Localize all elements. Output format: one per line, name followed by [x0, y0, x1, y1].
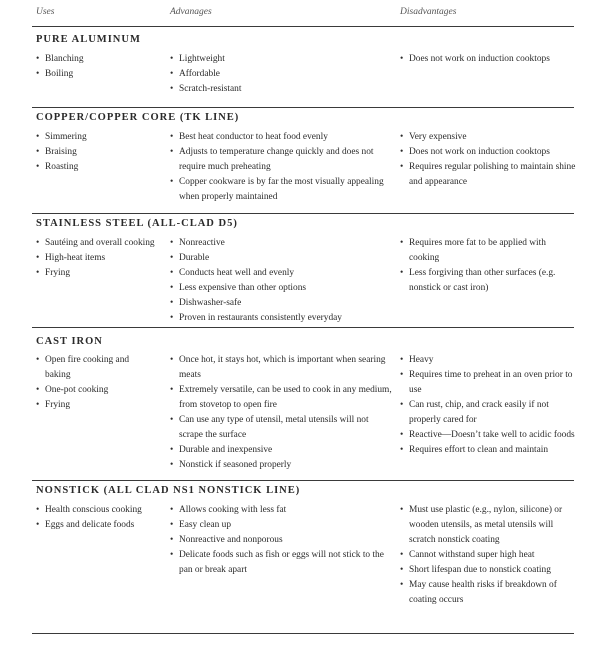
- bullet-item: • Conducts heat well and evenly: [170, 266, 392, 281]
- bullet-item: • One-pot cooking: [36, 383, 148, 398]
- bullet-item: • Adjusts to temperature change quickly and does not require much preheating: [170, 145, 392, 175]
- section-uses-column: [36, 503, 164, 533]
- bullet-item: • Best heat conductor to heat food evenly: [170, 130, 392, 145]
- section-title: CAST IRON: [36, 336, 103, 347]
- column-header-row: [0, 7, 608, 23]
- header-disadvantages: Disadvantages: [400, 7, 457, 17]
- bullet-item: • Durable and inexpensive: [170, 443, 392, 458]
- section-advantages-column: [170, 353, 392, 473]
- bullet-item: • Must use plastic (e.g., nylon, silicone) or wooden utensils, as metal utensils will scratch nonstick coating: [400, 503, 576, 548]
- section-disadvantages-column: [400, 503, 576, 608]
- section-advantages-column: [170, 236, 392, 326]
- bullet-item: • Requires more fat to be applied with cooking: [400, 236, 576, 266]
- bullet-item: • Less expensive than other options: [170, 281, 392, 296]
- bullet-item: • Easy clean up: [170, 518, 392, 533]
- bullet-item: • Nonreactive and nonporous: [170, 533, 392, 548]
- bullet-item: • Proven in restaurants consistently everyday: [170, 311, 392, 326]
- bullet-item: • Requires regular polishing to maintain shine and appearance: [400, 160, 576, 190]
- bullet-item: • Delicate foods such as fish or eggs will not stick to the pan or break apart: [170, 548, 392, 578]
- bullet-item: • Requires effort to clean and maintain: [400, 443, 576, 458]
- section-title: PURE ALUMINUM: [36, 34, 141, 45]
- bullet-item: • Does not work on induction cooktops: [400, 52, 576, 67]
- bullet-item: • Requires time to preheat in an oven prior to use: [400, 368, 576, 398]
- section-disadvantages-column: [400, 236, 576, 296]
- section-divider: [32, 633, 574, 634]
- bullet-item: • Does not work on induction cooktops: [400, 145, 576, 160]
- bullet-item: • Heavy: [400, 353, 576, 368]
- bullet-item: • Roasting: [36, 160, 166, 175]
- bullet-item: • Can rust, chip, and crack easily if not properly cared for: [400, 398, 576, 428]
- bullet-item: • Frying: [36, 266, 156, 281]
- bullet-item: • Boiling: [36, 67, 166, 82]
- section-title: NONSTICK (ALL CLAD NS1 NONSTICK LINE): [36, 485, 301, 496]
- section-divider: [32, 480, 574, 481]
- bullet-item: • Less forgiving than other surfaces (e.g. nonstick or cast iron): [400, 266, 576, 296]
- bullet-item: • Short lifespan due to nonstick coating: [400, 563, 576, 578]
- bullet-item: • Extremely versatile, can be used to cook in any medium, from stovetop to open fire: [170, 383, 392, 413]
- section-divider: [32, 26, 574, 27]
- section-disadvantages-column: [400, 130, 576, 190]
- header-uses: Uses: [36, 7, 55, 17]
- bullet-item: • Dishwasher-safe: [170, 296, 392, 311]
- bullet-item: • Eggs and delicate foods: [36, 518, 164, 533]
- bullet-item: • Affordable: [170, 67, 392, 82]
- bullet-item: • Scratch-resistant: [170, 82, 392, 97]
- bullet-item: • Blanching: [36, 52, 166, 67]
- bullet-item: • Braising: [36, 145, 166, 160]
- bullet-item: • Nonstick if seasoned properly: [170, 458, 392, 473]
- bullet-item: • Cannot withstand super high heat: [400, 548, 576, 563]
- bullet-item: • Allows cooking with less fat: [170, 503, 392, 518]
- section-disadvantages-column: [400, 52, 576, 67]
- section-uses-column: [36, 52, 166, 82]
- bullet-item: • Nonreactive: [170, 236, 392, 251]
- bullet-item: • Durable: [170, 251, 392, 266]
- section-divider: [32, 327, 574, 328]
- bullet-item: • May cause health risks if breakdown of coating occurs: [400, 578, 576, 608]
- bullet-item: • Once hot, it stays hot, which is important when searing meats: [170, 353, 392, 383]
- bullet-item: • Open fire cooking and baking: [36, 353, 148, 383]
- section-uses-column: [36, 236, 156, 281]
- header-advantages: Advanages: [170, 7, 212, 17]
- bullet-item: • Frying: [36, 398, 148, 413]
- section-divider: [32, 107, 574, 108]
- bullet-item: • Very expensive: [400, 130, 576, 145]
- section-uses-column: [36, 353, 148, 413]
- section-title: COPPER/COPPER CORE (TK LINE): [36, 112, 240, 123]
- bullet-item: • Reactive—Doesn’t take well to acidic foods: [400, 428, 576, 443]
- section-advantages-column: [170, 130, 392, 205]
- section-title: STAINLESS STEEL (ALL-CLAD D5): [36, 218, 238, 229]
- bullet-item: • Sautéing and overall cooking: [36, 236, 156, 251]
- bullet-item: • Can use any type of utensil, metal utensils will not scrape the surface: [170, 413, 392, 443]
- bullet-item: • Health conscious cooking: [36, 503, 164, 518]
- bullet-item: • High-heat items: [36, 251, 156, 266]
- section-advantages-column: [170, 503, 392, 578]
- bullet-item: • Simmering: [36, 130, 166, 145]
- section-divider: [32, 213, 574, 214]
- section-advantages-column: [170, 52, 392, 97]
- section-disadvantages-column: [400, 353, 576, 458]
- section-uses-column: [36, 130, 166, 175]
- bullet-item: • Copper cookware is by far the most visually appealing when properly maintained: [170, 175, 392, 205]
- bullet-item: • Lightweight: [170, 52, 392, 67]
